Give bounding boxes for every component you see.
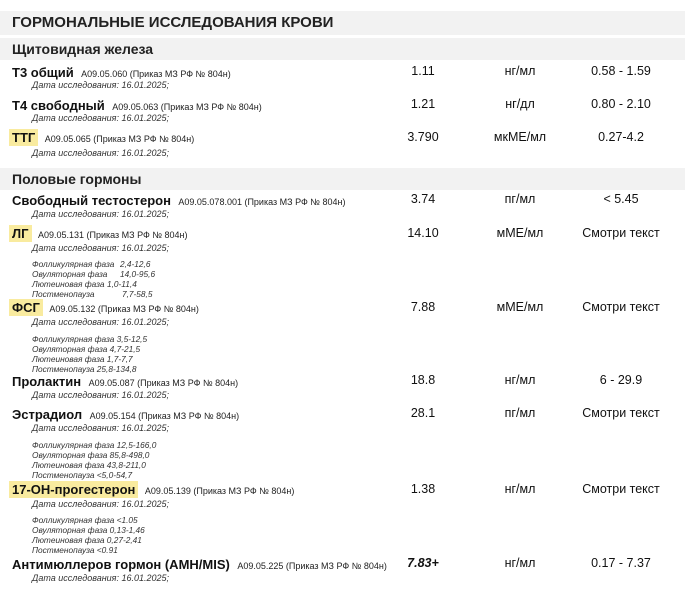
test-unit: нг/дл bbox=[505, 97, 535, 111]
norm-line: Овуляторная фаза 4,7-21,5 bbox=[32, 344, 141, 354]
reference-norm-list bbox=[32, 515, 145, 555]
reference-norm-list bbox=[32, 259, 155, 299]
test-row-estradiol bbox=[12, 406, 239, 424]
test-row-17oh-progesterone bbox=[12, 481, 294, 499]
test-unit: мкМЕ/мл bbox=[493, 130, 547, 144]
norm-phase: Лютеиновая фаза bbox=[32, 279, 105, 289]
test-unit: мМЕ/мл bbox=[496, 226, 544, 240]
test-row-fsh bbox=[12, 299, 199, 317]
test-ref: 0.80 - 2.10 bbox=[591, 97, 651, 111]
test-unit: нг/мл bbox=[504, 64, 536, 78]
norm-phase: Овуляторная фаза bbox=[32, 269, 108, 279]
test-name: Пролактин bbox=[12, 374, 82, 389]
test-date: Дата исследования: 16.01.2025; bbox=[32, 80, 170, 90]
test-code: A09.05.065 (Приказ МЗ РФ № 804н) bbox=[44, 134, 195, 144]
norm-line: Фолликулярная фаза 12,5-166,0 bbox=[32, 440, 157, 450]
reference-norm-list bbox=[32, 440, 156, 480]
test-unit: нг/мл bbox=[504, 556, 536, 570]
test-date: Дата исследования: 16.01.2025; bbox=[32, 317, 170, 327]
test-unit: пг/мл bbox=[504, 192, 536, 206]
test-code: A09.05.087 (Приказ МЗ РФ № 804н) bbox=[88, 378, 239, 388]
norm-value: 7,7-58,5 bbox=[122, 289, 153, 299]
test-code: A09.05.154 (Приказ МЗ РФ № 804н) bbox=[89, 411, 240, 421]
test-ref: 6 - 29.9 bbox=[599, 373, 643, 387]
test-ref: 0.17 - 7.37 bbox=[591, 556, 651, 570]
test-date: Дата исследования: 16.01.2025; bbox=[32, 423, 170, 433]
page-title: ГОРМОНАЛЬНЫЕ ИССЛЕДОВАНИЯ КРОВИ bbox=[12, 14, 334, 31]
norm-value: 2,4-12,6 bbox=[120, 259, 151, 269]
test-date: Дата исследования: 16.01.2025; bbox=[32, 148, 170, 158]
test-row-tsh bbox=[12, 129, 194, 147]
test-code: A09.05.132 (Приказ МЗ РФ № 804н) bbox=[49, 304, 199, 314]
norm-line: Лютеиновая фаза 43,8-211,0 bbox=[32, 460, 146, 470]
norm-line: Лютеиновая фаза 0,27-2,41 bbox=[32, 535, 142, 545]
test-row-prolactin bbox=[12, 373, 238, 391]
norm-line: Фолликулярная фаза 3,5-12,5 bbox=[32, 334, 148, 344]
norm-line: Лютеиновая фаза 1,7-7,7 bbox=[32, 354, 133, 364]
test-ref: Смотри текст bbox=[582, 226, 660, 240]
test-ref: 0.27-4.2 bbox=[598, 130, 644, 144]
test-value: 7.88 bbox=[410, 300, 436, 314]
test-code: A09.05.139 (Приказ МЗ РФ № 804н) bbox=[144, 486, 295, 496]
test-value: 1.21 bbox=[410, 97, 436, 111]
test-value-flagged: 7.83+ bbox=[407, 556, 439, 570]
section-title-sex-hormones: Половые гормоны bbox=[12, 171, 142, 187]
test-code: A09.05.078.001 (Приказ МЗ РФ № 804н) bbox=[178, 197, 346, 207]
norm-value: 1,0-11,4 bbox=[107, 279, 137, 289]
test-name: ТТГ bbox=[9, 129, 38, 146]
test-unit: нг/мл bbox=[504, 373, 536, 387]
test-ref: Смотри текст bbox=[582, 300, 660, 314]
test-ref: Смотри текст bbox=[582, 406, 660, 420]
test-name: Эстрадиол bbox=[12, 407, 83, 422]
test-code: A09.05.131 (Приказ МЗ РФ № 804н) bbox=[37, 230, 188, 240]
test-date: Дата исследования: 16.01.2025; bbox=[32, 499, 170, 509]
norm-line: Овуляторная фаза 0,13-1,46 bbox=[32, 525, 145, 535]
test-name: ЛГ bbox=[9, 225, 32, 242]
test-date: Дата исследования: 16.01.2025; bbox=[32, 113, 170, 123]
test-name: Антимюллеров гормон (AMH/MIS) bbox=[12, 557, 230, 572]
norm-line: Овуляторная фаза 85,8-498,0 bbox=[32, 450, 150, 460]
test-unit: нг/мл bbox=[504, 482, 536, 496]
test-name: ФСГ bbox=[9, 299, 43, 316]
test-name: Свободный тестостерон bbox=[12, 193, 171, 208]
test-date: Дата исследования: 16.01.2025; bbox=[32, 209, 170, 219]
norm-line: Фолликулярная фаза <1.05 bbox=[32, 515, 138, 525]
test-row-lh bbox=[12, 225, 187, 243]
test-ref: < 5.45 bbox=[603, 192, 639, 206]
test-row-amh bbox=[12, 556, 387, 574]
test-value: 1.11 bbox=[411, 64, 435, 78]
test-value: 18.8 bbox=[410, 373, 436, 387]
test-date: Дата исследования: 16.01.2025; bbox=[32, 573, 170, 583]
test-name: Т4 свободный bbox=[12, 98, 105, 113]
reference-norm-list bbox=[32, 334, 147, 374]
test-value: 1.38 bbox=[410, 482, 436, 496]
norm-line: Постменопауза 25,8-134,8 bbox=[32, 364, 137, 374]
test-unit: мМЕ/мл bbox=[496, 300, 544, 314]
test-code: A09.05.063 (Приказ МЗ РФ № 804н) bbox=[112, 102, 262, 112]
norm-line: Постменопауза <0.91 bbox=[32, 545, 118, 555]
test-value: 14.10 bbox=[407, 226, 439, 240]
test-date: Дата исследования: 16.01.2025; bbox=[32, 243, 170, 253]
norm-line: Постменопауза <5,0-54,7 bbox=[32, 470, 133, 480]
test-value: 28.1 bbox=[410, 406, 436, 420]
test-date: Дата исследования: 16.01.2025; bbox=[32, 390, 170, 400]
test-ref: 0.58 - 1.59 bbox=[591, 64, 651, 78]
test-code: A09.05.225 (Приказ МЗ РФ № 804н) bbox=[237, 561, 387, 571]
section-title-thyroid: Щитовидная железа bbox=[12, 41, 154, 57]
norm-phase: Постменопауза bbox=[32, 289, 95, 299]
test-name: 17-ОН-прогестерон bbox=[9, 481, 138, 498]
norm-value: 14,0-95,6 bbox=[120, 269, 156, 279]
test-row-free-testosterone bbox=[12, 192, 345, 210]
norm-phase: Фолликулярная фаза bbox=[32, 259, 115, 269]
test-value: 3.74 bbox=[410, 192, 436, 206]
test-unit: пг/мл bbox=[504, 406, 536, 420]
test-name: Т3 общий bbox=[12, 65, 74, 80]
test-value: 3.790 bbox=[407, 130, 439, 144]
test-code: A09.05.060 (Приказ МЗ РФ № 804н) bbox=[81, 69, 231, 79]
test-ref: Смотри текст bbox=[582, 482, 660, 496]
